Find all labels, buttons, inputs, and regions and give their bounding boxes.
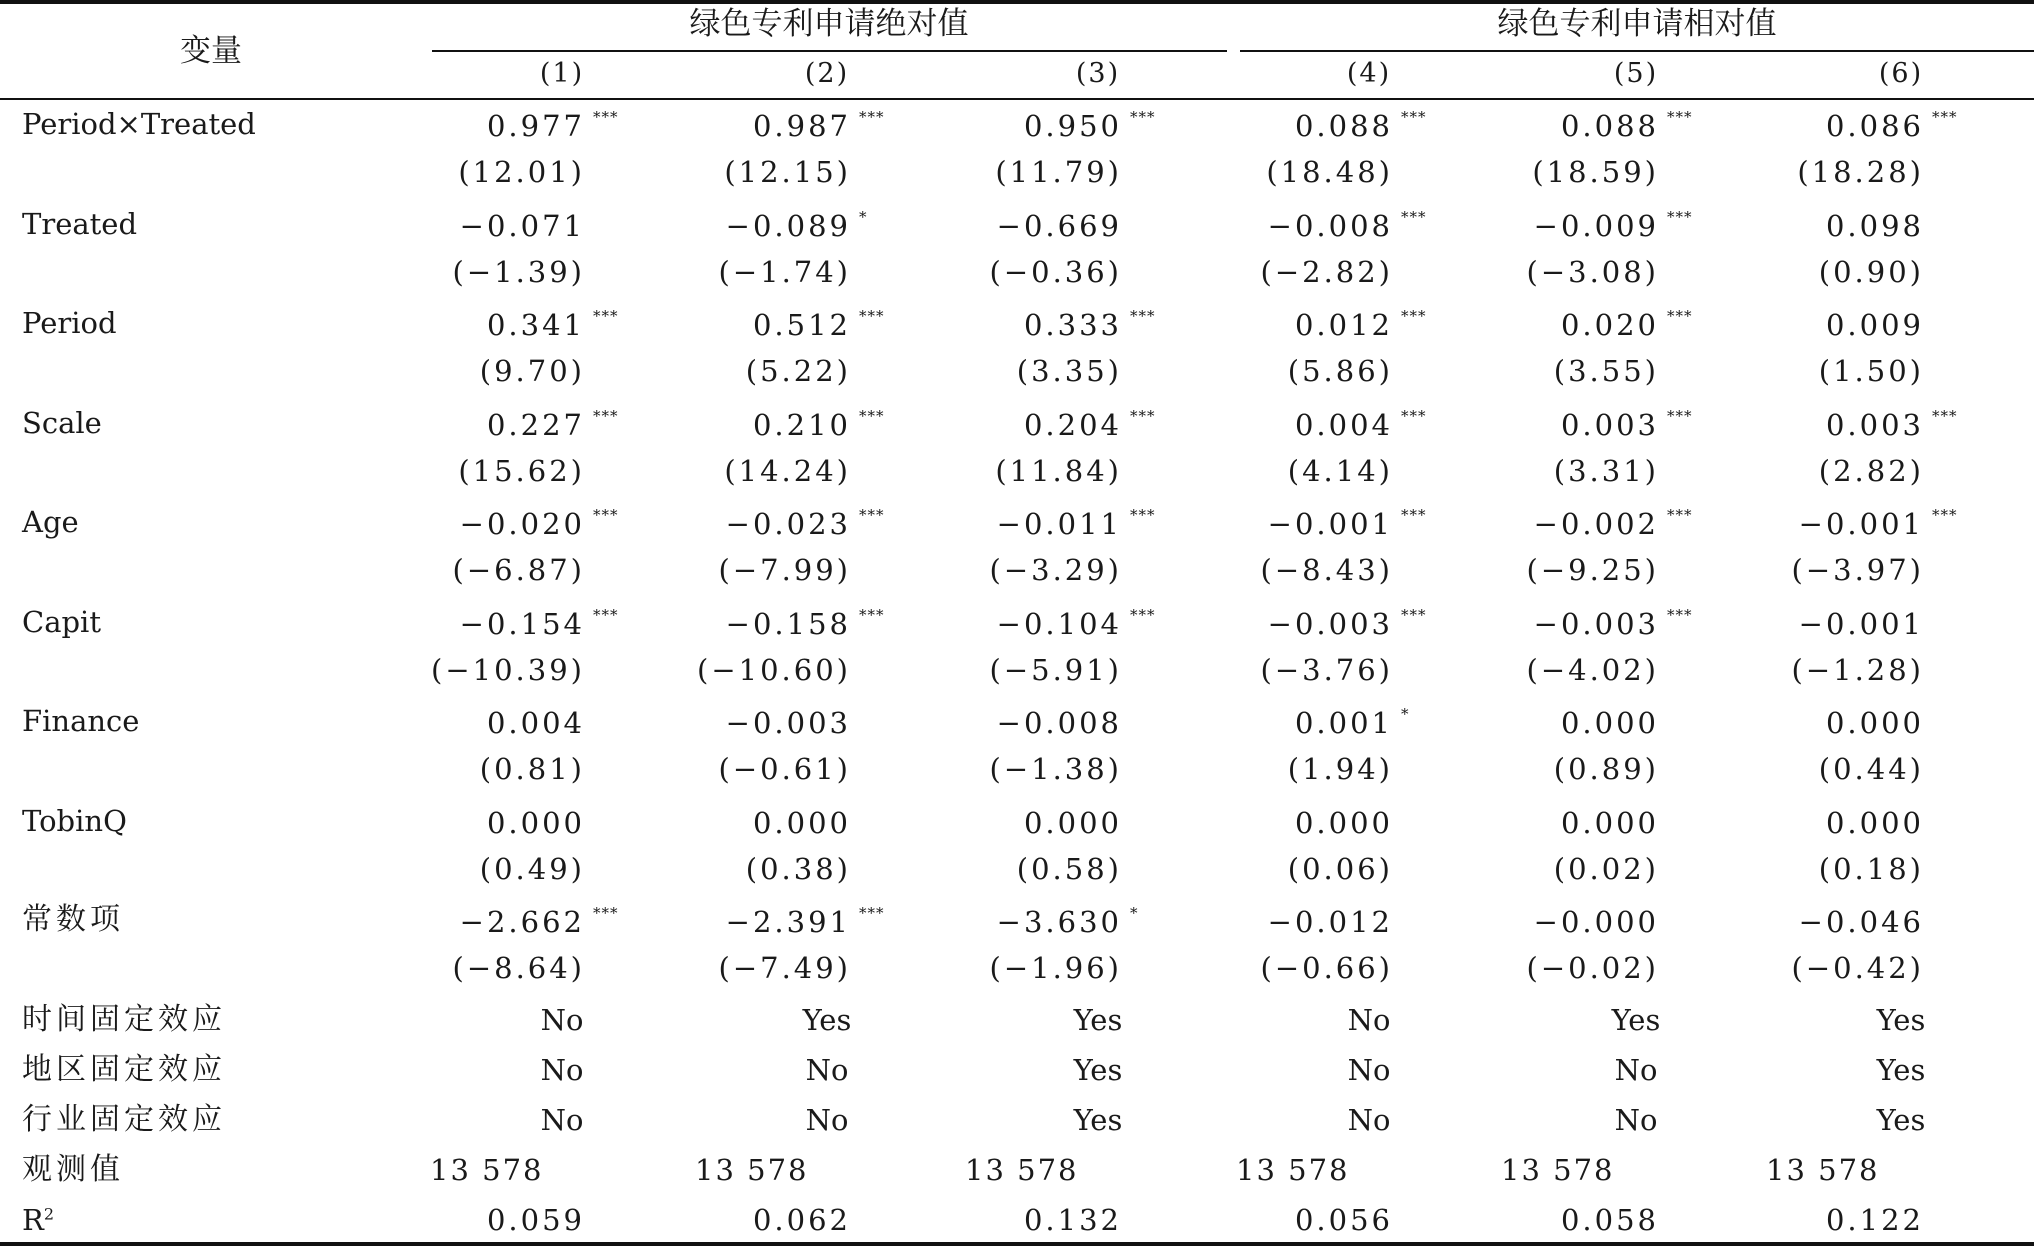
coefficient: −2.662 xyxy=(459,905,585,939)
t-statistic: (12.01) xyxy=(458,155,585,189)
fixed-effect-value: No xyxy=(1614,1102,1658,1137)
coefficient: 0.000 xyxy=(1560,706,1659,740)
r-squared-value: 0.122 xyxy=(1825,1202,1924,1237)
coefficient: 0.512 xyxy=(752,308,851,342)
t-statistic: (0.89) xyxy=(1553,752,1659,786)
coefficient: 0.004 xyxy=(486,706,585,740)
t-statistic: (18.48) xyxy=(1266,155,1393,189)
fixed-effect-value: Yes xyxy=(1611,1002,1661,1037)
t-statistic: (−7.99) xyxy=(718,553,851,587)
fixed-effect-value: Yes xyxy=(1876,1002,1926,1037)
significance-stars: *** xyxy=(859,605,885,624)
coefficient: 0.000 xyxy=(1825,805,1924,840)
group-header-absolute: 绿色专利申请绝对值 xyxy=(689,6,969,42)
coefficient: −2.391 xyxy=(725,905,851,939)
fixed-effect-value: Yes xyxy=(1876,1052,1926,1087)
t-statistic: (12.15) xyxy=(724,155,851,189)
t-statistic: (9.70) xyxy=(479,354,585,388)
t-statistic: (−0.66) xyxy=(1260,951,1393,985)
column-number: (5) xyxy=(1613,58,1659,89)
significance-stars: *** xyxy=(1667,108,1693,126)
observations-value: 13 578 xyxy=(1236,1152,1350,1187)
top-rule xyxy=(0,0,2034,4)
coefficient: 0.000 xyxy=(486,805,585,840)
significance-stars: *** xyxy=(593,108,619,126)
significance-stars: *** xyxy=(859,506,885,524)
t-statistic: (5.22) xyxy=(745,354,851,388)
significance-stars: *** xyxy=(1130,108,1156,126)
significance-stars: *** xyxy=(593,307,619,325)
r-squared-value: 0.059 xyxy=(486,1202,585,1237)
variable-column-header: 变量 xyxy=(180,33,242,69)
coefficient: 0.977 xyxy=(486,109,585,143)
significance-stars: *** xyxy=(1667,506,1693,524)
coefficient: −0.669 xyxy=(996,208,1122,243)
t-statistic: (−8.43) xyxy=(1260,553,1393,587)
fixed-effect-label: 地区固定效应 xyxy=(22,1051,226,1087)
coefficient: 0.987 xyxy=(752,109,851,143)
fixed-effect-value: No xyxy=(805,1052,849,1087)
coefficient: −0.003 xyxy=(1267,606,1393,641)
t-statistic: (−1.96) xyxy=(989,951,1122,985)
coefficient: 0.000 xyxy=(752,805,851,840)
group-rule-relative xyxy=(1240,50,2034,52)
column-number: (1) xyxy=(539,58,585,89)
significance-stars: *** xyxy=(859,904,885,922)
coefficient: −0.104 xyxy=(996,606,1122,641)
significance-stars: *** xyxy=(1667,605,1693,624)
coefficient: −0.008 xyxy=(1267,208,1393,243)
t-statistic: (−9.25) xyxy=(1526,553,1659,587)
significance-stars: *** xyxy=(1130,605,1156,624)
header-rule xyxy=(0,98,2034,100)
t-statistic: (−5.91) xyxy=(989,652,1122,687)
t-statistic: (−8.64) xyxy=(452,951,585,985)
coefficient: 0.341 xyxy=(486,308,585,342)
significance-stars: * xyxy=(1401,705,1410,723)
significance-stars: *** xyxy=(1667,406,1693,425)
fixed-effect-value: No xyxy=(1347,1002,1391,1037)
significance-stars: *** xyxy=(1130,406,1156,425)
coefficient: −0.154 xyxy=(459,606,585,641)
fixed-effect-value: No xyxy=(540,1102,584,1137)
t-statistic: (18.59) xyxy=(1532,155,1659,189)
t-statistic: (0.02) xyxy=(1553,851,1659,886)
t-statistic: (−2.82) xyxy=(1260,254,1393,289)
t-statistic: (0.81) xyxy=(479,752,585,786)
significance-stars: *** xyxy=(1401,207,1427,226)
coefficient: −0.000 xyxy=(1533,905,1659,939)
coefficient: 0.000 xyxy=(1023,805,1122,840)
column-number: (4) xyxy=(1346,58,1392,89)
observations-value: 13 578 xyxy=(1501,1152,1615,1187)
row-label: 常数项 xyxy=(22,902,124,937)
significance-stars: *** xyxy=(859,406,885,425)
t-statistic: (0.06) xyxy=(1287,851,1393,886)
fixed-effect-value: No xyxy=(1614,1052,1658,1087)
fixed-effect-value: No xyxy=(1347,1052,1391,1087)
t-statistic: (−4.02) xyxy=(1526,652,1659,687)
group-rule-absolute xyxy=(432,50,1227,52)
significance-stars: *** xyxy=(1130,506,1156,524)
coefficient: −0.002 xyxy=(1533,507,1659,541)
significance-stars: *** xyxy=(1932,108,1958,126)
row-label: Scale xyxy=(22,405,102,440)
coefficient: 0.088 xyxy=(1560,109,1659,143)
coefficient: 0.003 xyxy=(1560,407,1659,442)
coefficient: 0.001 xyxy=(1294,706,1393,740)
t-statistic: (2.82) xyxy=(1818,453,1924,488)
observations-value: 13 578 xyxy=(965,1152,1079,1187)
significance-stars: *** xyxy=(1667,307,1693,325)
column-number: (6) xyxy=(1878,58,1924,89)
fixed-effect-value: No xyxy=(1347,1102,1391,1137)
r-squared-label: $R^2$ xyxy=(22,1202,55,1237)
significance-stars: *** xyxy=(1130,307,1156,325)
t-statistic: (−1.28) xyxy=(1791,652,1924,687)
significance-stars: *** xyxy=(593,605,619,624)
t-statistic: (−10.39) xyxy=(431,652,585,687)
fixed-effect-value: No xyxy=(540,1002,584,1037)
coefficient: 0.000 xyxy=(1294,805,1393,840)
coefficient: −0.001 xyxy=(1798,606,1924,641)
t-statistic: (14.24) xyxy=(724,453,851,488)
coefficient: 0.012 xyxy=(1294,308,1393,342)
t-statistic: (0.44) xyxy=(1818,752,1924,786)
t-statistic: (−0.36) xyxy=(989,254,1122,289)
column-number: (3) xyxy=(1075,58,1121,89)
row-label: Finance xyxy=(22,704,140,738)
fixed-effect-value: Yes xyxy=(1073,1102,1123,1137)
coefficient: −0.001 xyxy=(1798,507,1924,541)
observations-value: 13 578 xyxy=(430,1152,544,1187)
fixed-effect-value: No xyxy=(540,1052,584,1087)
t-statistic: (−1.39) xyxy=(452,254,585,289)
coefficient: 0.000 xyxy=(1825,706,1924,740)
row-label: Treated xyxy=(22,206,138,241)
t-statistic: (15.62) xyxy=(458,453,585,488)
significance-stars: *** xyxy=(1401,108,1427,126)
significance-stars: *** xyxy=(593,904,619,922)
t-statistic: (18.28) xyxy=(1797,155,1924,189)
fixed-effect-value: Yes xyxy=(1073,1002,1123,1037)
coefficient: 0.004 xyxy=(1294,407,1393,442)
coefficient: −0.023 xyxy=(725,507,851,541)
significance-stars: *** xyxy=(1401,307,1427,325)
t-statistic: (4.14) xyxy=(1287,453,1393,488)
fixed-effect-value: Yes xyxy=(802,1002,852,1037)
significance-stars: *** xyxy=(1932,406,1958,425)
t-statistic: (−6.87) xyxy=(452,553,585,587)
coefficient: 0.000 xyxy=(1560,805,1659,840)
coefficient: −0.158 xyxy=(725,606,851,641)
t-statistic: (−7.49) xyxy=(718,951,851,985)
t-statistic: (3.35) xyxy=(1016,354,1122,388)
fixed-effect-value: No xyxy=(805,1102,849,1137)
coefficient: −0.071 xyxy=(459,208,585,243)
t-statistic: (−3.97) xyxy=(1791,553,1924,587)
fixed-effect-label: 时间固定效应 xyxy=(22,1001,226,1037)
significance-stars: *** xyxy=(1401,406,1427,425)
coefficient: −0.001 xyxy=(1267,507,1393,541)
fixed-effect-label: 行业固定效应 xyxy=(22,1101,226,1137)
coefficient: −0.008 xyxy=(996,706,1122,740)
fixed-effect-value: Yes xyxy=(1876,1102,1926,1137)
coefficient: 0.204 xyxy=(1023,407,1122,442)
coefficient: −0.011 xyxy=(996,507,1122,541)
coefficient: −0.003 xyxy=(1533,606,1659,641)
t-statistic: (3.31) xyxy=(1553,453,1659,488)
coefficient: 0.098 xyxy=(1825,208,1924,243)
t-statistic: (1.94) xyxy=(1287,752,1393,786)
coefficient: −3.630 xyxy=(996,905,1122,939)
t-statistic: (−3.08) xyxy=(1526,254,1659,289)
t-statistic: (−1.74) xyxy=(718,254,851,289)
significance-stars: *** xyxy=(1401,605,1427,624)
significance-stars: *** xyxy=(1667,207,1693,226)
significance-stars: *** xyxy=(859,307,885,325)
r-squared-value: 0.058 xyxy=(1560,1202,1659,1237)
coefficient: 0.086 xyxy=(1825,109,1924,143)
coefficient: 0.088 xyxy=(1294,109,1393,143)
coefficient: 0.009 xyxy=(1825,308,1924,342)
significance-stars: *** xyxy=(859,108,885,126)
r-squared-superscript: 2 xyxy=(43,1203,55,1223)
fixed-effect-value: Yes xyxy=(1073,1052,1123,1087)
significance-stars: *** xyxy=(1401,506,1427,524)
row-label: TobinQ xyxy=(22,803,127,838)
row-label: Period xyxy=(22,306,117,340)
t-statistic: (1.50) xyxy=(1818,354,1924,388)
bottom-rule xyxy=(0,1242,2034,1246)
coefficient: −0.012 xyxy=(1267,905,1393,939)
t-statistic: (0.38) xyxy=(745,851,851,886)
t-statistic: (−3.76) xyxy=(1260,652,1393,687)
t-statistic: (−10.60) xyxy=(697,652,851,687)
coefficient: −0.003 xyxy=(725,706,851,740)
r-squared-value: 0.056 xyxy=(1294,1202,1393,1237)
significance-stars: * xyxy=(859,207,868,226)
coefficient: −0.009 xyxy=(1533,208,1659,243)
row-label: Period×Treated xyxy=(22,107,256,141)
coefficient: 0.020 xyxy=(1560,308,1659,342)
coefficient: 0.227 xyxy=(486,407,585,442)
observations-value: 13 578 xyxy=(695,1152,809,1187)
coefficient: −0.046 xyxy=(1798,905,1924,939)
t-statistic: (0.49) xyxy=(479,851,585,886)
t-statistic: (−3.29) xyxy=(989,553,1122,587)
coefficient: −0.020 xyxy=(459,507,585,541)
t-statistic: (11.84) xyxy=(995,453,1122,488)
observations-value: 13 578 xyxy=(1766,1152,1880,1187)
column-number: (2) xyxy=(804,58,850,89)
coefficient: 0.003 xyxy=(1825,407,1924,442)
r-squared-value: 0.132 xyxy=(1023,1202,1122,1237)
t-statistic: (0.58) xyxy=(1016,851,1122,886)
significance-stars: *** xyxy=(593,406,619,425)
t-statistic: (−1.38) xyxy=(989,752,1122,786)
significance-stars: *** xyxy=(1932,506,1958,524)
t-statistic: (3.55) xyxy=(1553,354,1659,388)
coefficient: 0.333 xyxy=(1023,308,1122,342)
t-statistic: (−0.02) xyxy=(1526,951,1659,985)
t-statistic: (0.90) xyxy=(1818,254,1924,289)
row-label: Capit xyxy=(22,604,101,639)
coefficient: 0.210 xyxy=(752,407,851,442)
t-statistic: (−0.61) xyxy=(718,752,851,786)
significance-stars: * xyxy=(1130,904,1139,922)
r-squared-value: 0.062 xyxy=(752,1202,851,1237)
significance-stars: *** xyxy=(593,506,619,524)
row-label: Age xyxy=(22,505,79,539)
t-statistic: (0.18) xyxy=(1818,851,1924,886)
coefficient: −0.089 xyxy=(725,208,851,243)
group-header-relative: 绿色专利申请相对值 xyxy=(1497,6,1777,42)
t-statistic: (11.79) xyxy=(995,155,1122,189)
coefficient: 0.950 xyxy=(1023,109,1122,143)
observations-label: 观测值 xyxy=(22,1151,124,1187)
t-statistic: (5.86) xyxy=(1287,354,1393,388)
t-statistic: (−0.42) xyxy=(1791,951,1924,985)
